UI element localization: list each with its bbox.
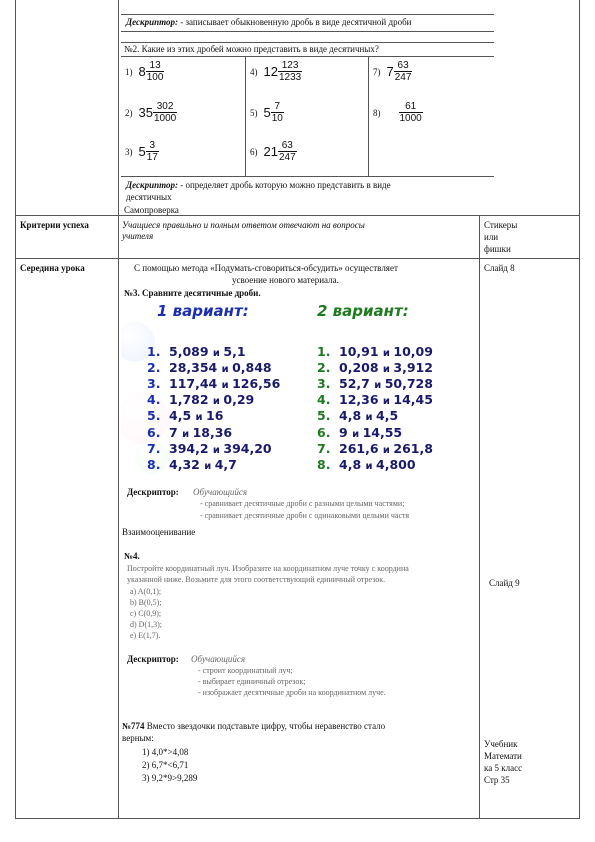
inner-line-4 — [121, 56, 494, 57]
fraction-item-4: 4) 12 $\frac{123}{1233}$ — [250, 60, 302, 83]
slide-9: Слайд 9 — [489, 578, 520, 588]
compare-row: 4. 12,36 и 14,45 — [317, 392, 433, 408]
criteria-resource-2: или — [484, 232, 499, 242]
task4-line-1: Постройте координатный луч. Изобразите на координатном луче точку с координа — [127, 564, 409, 573]
fraction-item-1: 1) 8 $\frac{13}{100}$ — [125, 60, 164, 83]
fraction-item-6: 6) 21 $\frac{63}{247}$ — [250, 140, 296, 163]
table-left-border — [15, 0, 16, 818]
method-line-1: С помощью метода «Подумать-сговориться-обсудить» осуществляет — [134, 263, 398, 273]
book-ref-4: Стр 35 — [484, 775, 510, 785]
descriptor-3-line-2: - сравнивает десятичные дроби с одинаковыми целыми частя — [200, 511, 410, 520]
compare-row: 1. 10,91 и 10,09 — [317, 344, 433, 359]
criteria-text-2: учителя — [122, 231, 154, 241]
task774-item: 1) 4,0*>4,08 — [142, 747, 189, 757]
descriptor-3-line-1: - сравнивает десятичные дроби с разными целыми частями; — [200, 499, 405, 508]
inner-frac-col1 — [245, 56, 246, 176]
descriptor-3: Дескриптор: Обучающийся — [127, 487, 248, 497]
compare-row: 8. 4,32 и 4,7 — [147, 456, 237, 472]
descriptor-2: Дескриптор: - определяет дробь которую можно представить в виде — [126, 180, 391, 190]
compare-row: 1. 5,089 и 5,1 — [147, 344, 246, 359]
compare-row: 2. 28,354 и 0,848 — [147, 360, 272, 376]
task4-item: d) D(1,3); — [130, 620, 162, 629]
middle-label: Середина урока — [20, 263, 85, 273]
task4-title: №4. — [124, 551, 140, 561]
task4-item: a) A(0,1); — [130, 587, 162, 596]
method-line-2: усвоение нового материала. — [232, 275, 339, 285]
inner-line-1 — [121, 14, 494, 15]
table-right-border — [579, 0, 580, 818]
book-ref-1: Учебник — [484, 739, 518, 749]
compare-row: 2. 0,208 и 3,912 — [317, 360, 433, 376]
task774-item: 2) 6,7*<6,71 — [142, 760, 189, 770]
row-criteria-top — [15, 215, 580, 216]
compare-row: 3. 117,44 и 126,56 — [147, 376, 281, 392]
table-col2-border — [118, 0, 119, 818]
inner-line-3 — [121, 42, 494, 43]
inner-line-5 — [121, 176, 494, 177]
descriptor-4-line-1: - строит координатный луч; — [198, 666, 293, 675]
descriptor-1: Дескриптор: - записывает обыкновенную дробь в виде десятичной дроби — [126, 17, 412, 27]
inner-frac-col2 — [368, 56, 369, 176]
compare-slide — [121, 300, 478, 480]
criteria-label: Критерии успеха — [20, 220, 89, 230]
compare-row: 8. 4,8 и 4,800 — [317, 456, 416, 472]
book-ref-3: ка 5 класс — [484, 763, 523, 773]
descriptor-4-line-2: - выбирает единичный отрезок; — [198, 677, 306, 686]
task4-item: e) E(1,7). — [130, 631, 161, 640]
descriptor-4-line-3: - изображает десятичные дроби на координатном луче. — [198, 688, 386, 697]
task4-line-2: указанной ниже. Возьмите для этого соответствующий единичный отрезок. — [127, 575, 386, 584]
compare-row: 5. 4,8 и 4,5 — [317, 408, 399, 424]
criteria-text-1: Учащиеся правильно и полным ответом отвечают на вопросы — [122, 220, 365, 230]
task774-text-2: верным: — [122, 733, 154, 743]
row-middle-top — [15, 258, 580, 259]
compare-row: 7. 261,6 и 261,8 — [317, 440, 433, 456]
variant2-title: 2 вариант: — [317, 302, 409, 320]
slide-8: Слайд 8 — [484, 263, 515, 273]
compare-row: 7. 394,2 и 394,20 — [147, 440, 272, 456]
task4-item: c) C(0,9); — [130, 609, 162, 618]
criteria-resource-1: Стикеры — [484, 220, 518, 230]
table-bottom-border — [15, 818, 580, 819]
compare-row: 6. 9 и 14,55 — [317, 424, 403, 440]
task4-item: b) B(0,5); — [130, 598, 162, 607]
compare-row: 4. 1,782 и 0,29 — [147, 392, 255, 408]
compare-row: 5. 4,5 и 16 — [147, 408, 224, 424]
task774: №774 Вместо звездочки подставьте цифру, чтобы неравенство стало — [122, 721, 386, 731]
inner-line-2 — [121, 31, 494, 32]
task2-title: №2. Какие из этих дробей можно представить в виде десятичных? — [124, 44, 379, 54]
task774-item: 3) 9,2*9>9,289 — [142, 773, 198, 783]
fraction-item-5: 5) 5 $\frac{7}{10}$ — [250, 101, 283, 124]
descriptor-4: Дескриптор: Обучающийся — [127, 654, 246, 664]
variant1-title: 1 вариант: — [157, 302, 249, 320]
fraction-item-3: 3) 5 $\frac{3}{17}$ — [125, 140, 158, 163]
book-ref-2: Математи — [484, 751, 522, 761]
fraction-item-2: 2) 35 $\frac{302}{1000}$ — [125, 101, 177, 124]
fraction-item-8: 8) $\frac{61}{1000}$ — [373, 101, 422, 124]
task3-title: №3. Сравните десятичные дроби. — [124, 288, 261, 298]
descriptor-2-cont: десятичных — [126, 192, 172, 202]
criteria-resource-3: фишки — [484, 244, 511, 254]
compare-row: 6. 7 и 18,36 — [147, 424, 233, 440]
peer-review: Взаимооценивание — [122, 527, 196, 537]
compare-row: 3. 52,7 и 50,728 — [317, 376, 433, 392]
self-check: Самопроверка — [124, 205, 179, 215]
fraction-item-7: 7) 7 $\frac{63}{247}$ — [373, 60, 412, 83]
table-col3-border — [479, 215, 480, 818]
